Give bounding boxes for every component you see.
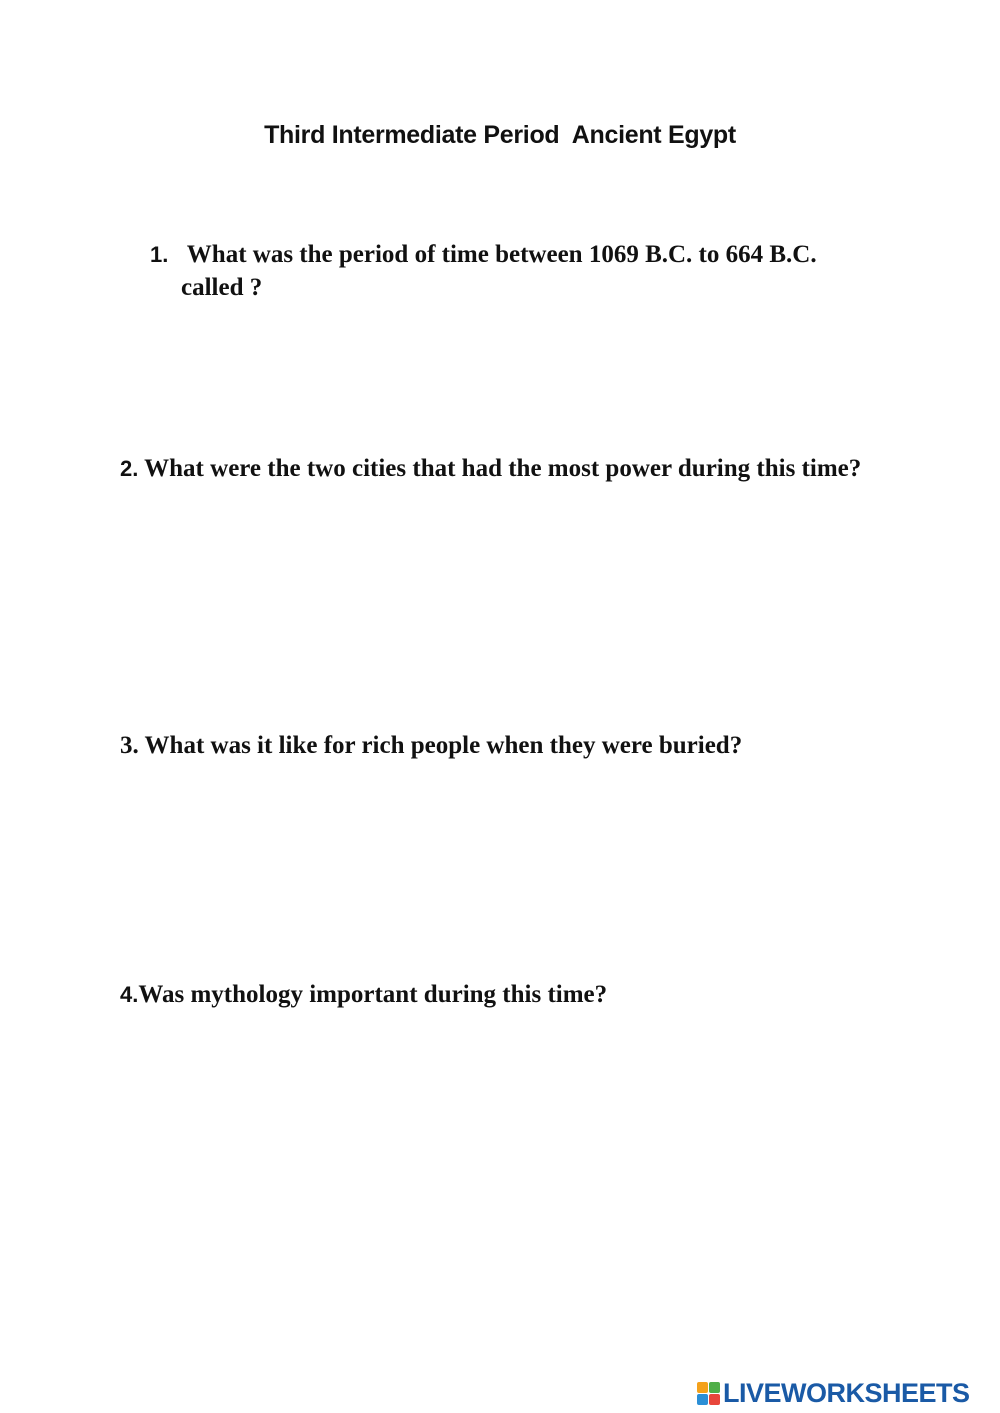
question-4-text: Was mythology important during this time? [138, 981, 608, 1008]
question-4 [120, 978, 900, 1011]
question-2-text: What were the two cities that had the most power during this time? [138, 455, 862, 482]
question-1-text-continued: called ? [181, 274, 263, 301]
worksheet-title: Third Intermediate Period Ancient Egypt [264, 121, 736, 149]
question-4-number: 4. [120, 982, 139, 1007]
question-1 [150, 238, 890, 304]
question-2-number: 2. [120, 456, 139, 481]
question-3 [120, 729, 900, 762]
question-1-text: What was the period of time between 1069 B.C. to 664 B.C. [181, 241, 817, 268]
question-1-number: 1. [150, 242, 169, 267]
liveworksheets-logo [697, 1377, 970, 1409]
question-3-text: 3. What was it like for rich people when they were buried? [120, 732, 743, 759]
question-2 [120, 452, 900, 485]
liveworksheets-logo-icon [697, 1382, 720, 1405]
liveworksheets-logo-text: LIVEWORKSHEETS [723, 1377, 970, 1408]
